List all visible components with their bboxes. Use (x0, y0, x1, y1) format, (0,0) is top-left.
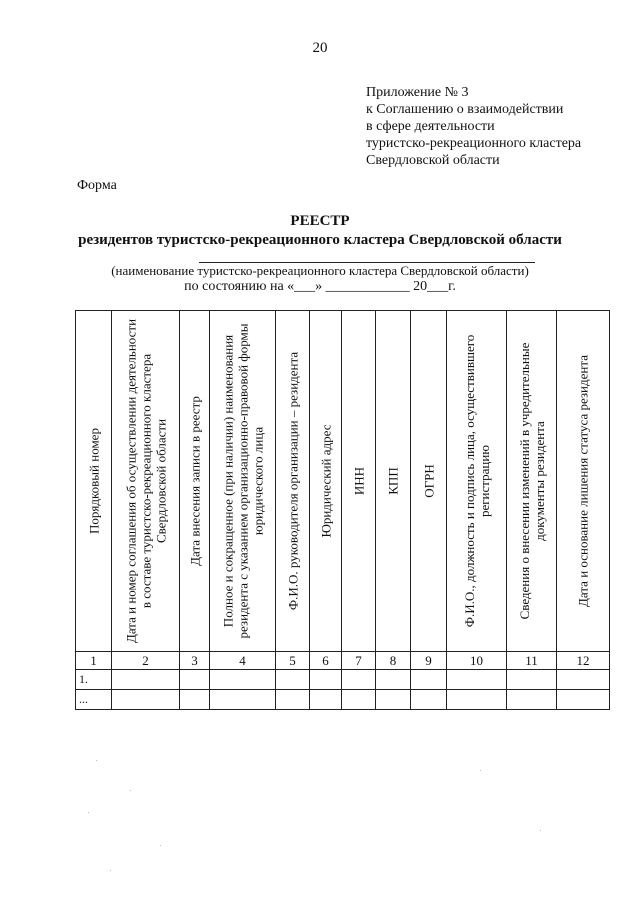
column-number: 11 (507, 652, 557, 670)
table-cell (342, 690, 376, 710)
table-cell (210, 690, 276, 710)
appendix-line: туристско-рекреационного кластера (366, 136, 582, 151)
column-number: 8 (376, 652, 411, 670)
table-cell (342, 670, 376, 690)
header-label: КПП (385, 467, 401, 495)
table-cell (447, 670, 507, 690)
document-title (0, 212, 640, 250)
header-label: Ф.И.О., должность и подпись лица, осуществившего регистрацию (461, 334, 492, 628)
column-number: 2 (112, 652, 180, 670)
scan-speck (96, 760, 97, 761)
column-number: 6 (310, 652, 342, 670)
column-number-row (76, 652, 610, 670)
header-label: Сведения о внесении изменений в учредительные документы резидента (516, 342, 547, 620)
appendix-line: к Соглашению о взаимодействии (366, 102, 564, 117)
header-cell (557, 311, 610, 652)
header-label: Дата внесения записи в реестр (187, 396, 202, 566)
column-number: 12 (557, 652, 610, 670)
header-cell (276, 311, 310, 652)
form-label: Форма (77, 178, 117, 193)
column-number: 1 (76, 652, 112, 670)
header-label: Порядковый номер (86, 428, 101, 534)
registry-table (75, 310, 610, 710)
cluster-name-caption: (наименование туристско-рекреационного кластера Свердловской области) (111, 263, 529, 278)
table-cell (507, 670, 557, 690)
header-label: Дата и номер соглашения об осуществлении деятельности в составе туристско-рекреационного кластера Свердловской области (123, 318, 168, 644)
scan-speck (88, 812, 89, 813)
table-cell (310, 690, 342, 710)
table-cell (276, 690, 310, 710)
header-cell (342, 311, 376, 652)
header-cell (376, 311, 411, 652)
column-number: 5 (276, 652, 310, 670)
column-number: 4 (210, 652, 276, 670)
header-label: Полное и сокращенное (при наличии) наименования резидента с указанием организационно-правовой формы юридического лица (220, 323, 265, 639)
column-number: 9 (411, 652, 447, 670)
table-cell (210, 670, 276, 690)
table-cell (557, 670, 610, 690)
scan-speck (110, 870, 111, 871)
table-cell: ... (76, 690, 112, 710)
table-cell (180, 690, 210, 710)
column-number: 7 (342, 652, 376, 670)
table-header-row (76, 311, 610, 652)
header-cell (112, 311, 180, 652)
table-cell (376, 670, 411, 690)
title-line-2: резидентов туристско-рекреационного кластера Свердловской области (78, 232, 562, 248)
page-number: 20 (312, 40, 328, 56)
scan-speck (480, 770, 481, 771)
column-number: 3 (180, 652, 210, 670)
header-cell (447, 311, 507, 652)
table-cell (310, 670, 342, 690)
table-cell (557, 690, 610, 710)
appendix-line: Приложение № 3 (366, 85, 469, 100)
header-cell (507, 311, 557, 652)
table-cell (112, 690, 180, 710)
table-cell (276, 670, 310, 690)
appendix-line: Свердловской области (366, 153, 500, 168)
table-cell (507, 690, 557, 710)
as-of-date-line: по состоянию на «___» ____________ 20___г. (184, 279, 456, 294)
scan-speck (130, 790, 131, 791)
header-cell (180, 311, 210, 652)
title-line-1: РЕЕСТР (290, 213, 350, 229)
table-cell (180, 670, 210, 690)
table-cell (376, 690, 411, 710)
header-cell (76, 311, 112, 652)
appendix-line: в сфере деятельности (366, 119, 495, 134)
column-number: 10 (447, 652, 507, 670)
header-cell (210, 311, 276, 652)
header-label: ИНН (351, 466, 366, 496)
scan-speck (160, 845, 161, 846)
table-row (76, 670, 610, 690)
header-label: Дата и основание лишения статуса резидента (575, 355, 591, 607)
header-cell (310, 311, 342, 652)
header-label: ОГРН (421, 464, 436, 498)
header-label: Ф.И.О. руководителя организации – резидента (285, 351, 300, 611)
table-cell (112, 670, 180, 690)
table-cell: 1. (76, 670, 112, 690)
table-cell (411, 690, 447, 710)
table-cell (411, 670, 447, 690)
table-cell (447, 690, 507, 710)
table-row (76, 690, 610, 710)
header-cell (411, 311, 447, 652)
scan-speck (540, 830, 541, 831)
header-label: Юридический адрес (318, 424, 333, 538)
appendix-block (366, 84, 581, 169)
